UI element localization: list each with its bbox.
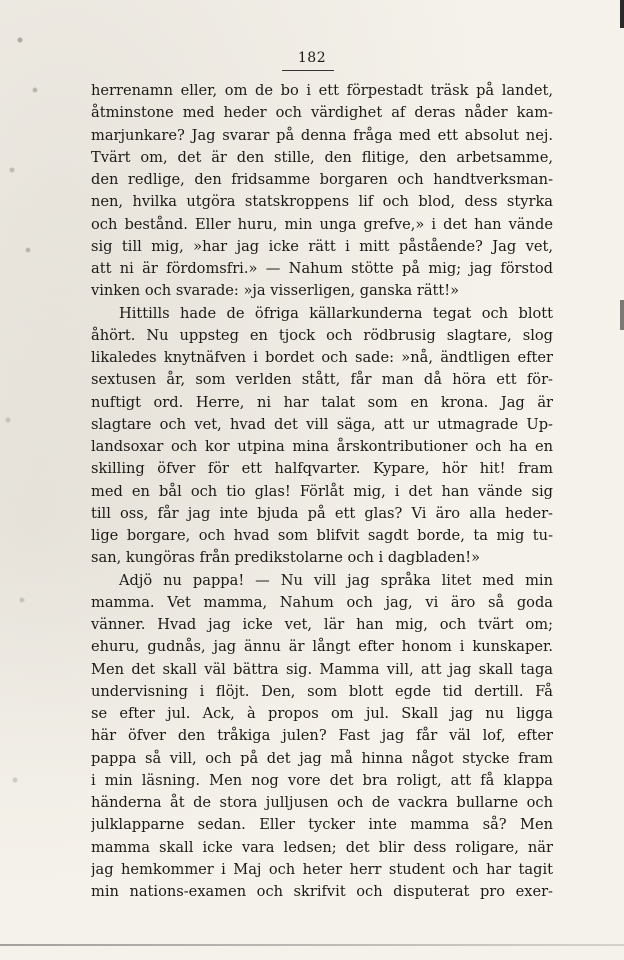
text-line: nuftigt ord. Herre, ni har talat som en krona. Jag är: [91, 393, 553, 411]
text-line: att ni är fördomsfri.» — Nahum stötte på mig; jag förstod: [91, 260, 553, 277]
text-line: min nations-examen och skrifvit och disputerat pro exer-: [91, 883, 553, 900]
text-line: skilling öfver för ett halfqvarter. Kypare, hör hit! fram: [91, 460, 553, 478]
text-line: jag hemkommer i Maj och heter herr student och har tagit: [91, 860, 553, 878]
text-line: herrenamn eller, om de bo i ett förpestadt träsk på landet,: [91, 82, 553, 99]
text-line: julklapparne sedan. Eller tycker inte mamma så? Men: [91, 816, 553, 834]
text-line: undervisning i flöjt. Den, som blott egde tid dertill. Få: [91, 682, 553, 700]
text-line: sig till mig, »har jag icke rätt i mitt påstående? Jag vet,: [91, 237, 553, 255]
text-line: och bestånd. Eller huru, min unga grefve,» i det han vände: [91, 215, 553, 233]
text-line: landsoxar och kor utpina mina årskontributioner och ha en: [91, 438, 553, 455]
text-line: lige borgare, och hvad som blifvit sagdt borde, ta mig tu-: [91, 527, 553, 544]
page-bottom-edge: [0, 944, 624, 946]
page-number: 182: [297, 50, 327, 66]
text-line: sextusen år, som verlden stått, får man då höra ett för-: [91, 371, 553, 389]
text-line: mamma skall icke vara ledsen; det blir dess roligare, när: [91, 838, 553, 856]
text-line: pappa så vill, och på det jag må hinna något stycke fram: [91, 749, 553, 767]
text-line: åhört. Nu uppsteg en tjock och rödbrusig slagtare, slog: [91, 326, 553, 344]
text-line: till oss, får jag inte bjuda på ett glas? Vi äro alla heder-: [91, 504, 553, 522]
text-line: händerna åt de stora julljusen och de vackra bullarne och: [91, 794, 553, 811]
text-line: ehuru, gudnås, jag ännu är långt efter honom i kunskaper.: [91, 638, 553, 656]
text-line: i min läsning. Men nog vore det bra roligt, att få klappa: [91, 771, 553, 789]
text-line: Adjö nu pappa! — Nu vill jag språka litet med min: [119, 571, 553, 589]
text-line: Men det skall väl bättra sig. Mamma vill, att jag skall taga: [91, 660, 553, 678]
text-line: vänner. Hvad jag icke vet, lär han mig, och tvärt om;: [91, 616, 553, 633]
text-line: likaledes knytnäfven i bordet och sade: »nå, ändtligen efter: [91, 349, 553, 366]
text-line: se efter jul. Ack, à propos om jul. Skall jag nu ligga: [91, 705, 553, 722]
text-line: med en bål och tio glas! Förlåt mig, i det han vände sig: [91, 482, 553, 500]
text-line: här öfver den tråkiga julen? Fast jag får väl lof, efter: [91, 727, 553, 745]
text-line: den redlige, den fridsamme borgaren och handtverksman-: [91, 171, 553, 188]
body-text: [91, 80, 553, 903]
page-binding-edge: [620, 0, 624, 960]
text-line: slagtare och vet, hvad det vill säga, att ur utmagrade Up-: [91, 415, 553, 433]
text-line: nen, hvilka utgöra statskroppens lif och blod, dess styrka: [91, 193, 553, 211]
text-line: vinken och svarade: »ja visserligen, ganska rätt!»: [91, 282, 460, 300]
text-line: marjunkare? Jag svarar på denna fråga med ett absolut nej.: [91, 126, 553, 144]
text-line: Hittills hade de öfriga källarkunderna tegat och blott: [119, 304, 553, 322]
text-line: åtminstone med heder och värdighet af deras nåder kam-: [91, 104, 553, 122]
text-line: Tvärt om, det är den stille, den flitige, den arbetsamme,: [91, 148, 553, 166]
header-rule: [282, 70, 334, 71]
text-line: mamma. Vet mamma, Nahum och jag, vi äro så goda: [91, 593, 553, 611]
text-line: san, kungöras från predikstolarne och i dagbladen!»: [91, 549, 481, 567]
page-edge-stain: [0, 0, 70, 960]
